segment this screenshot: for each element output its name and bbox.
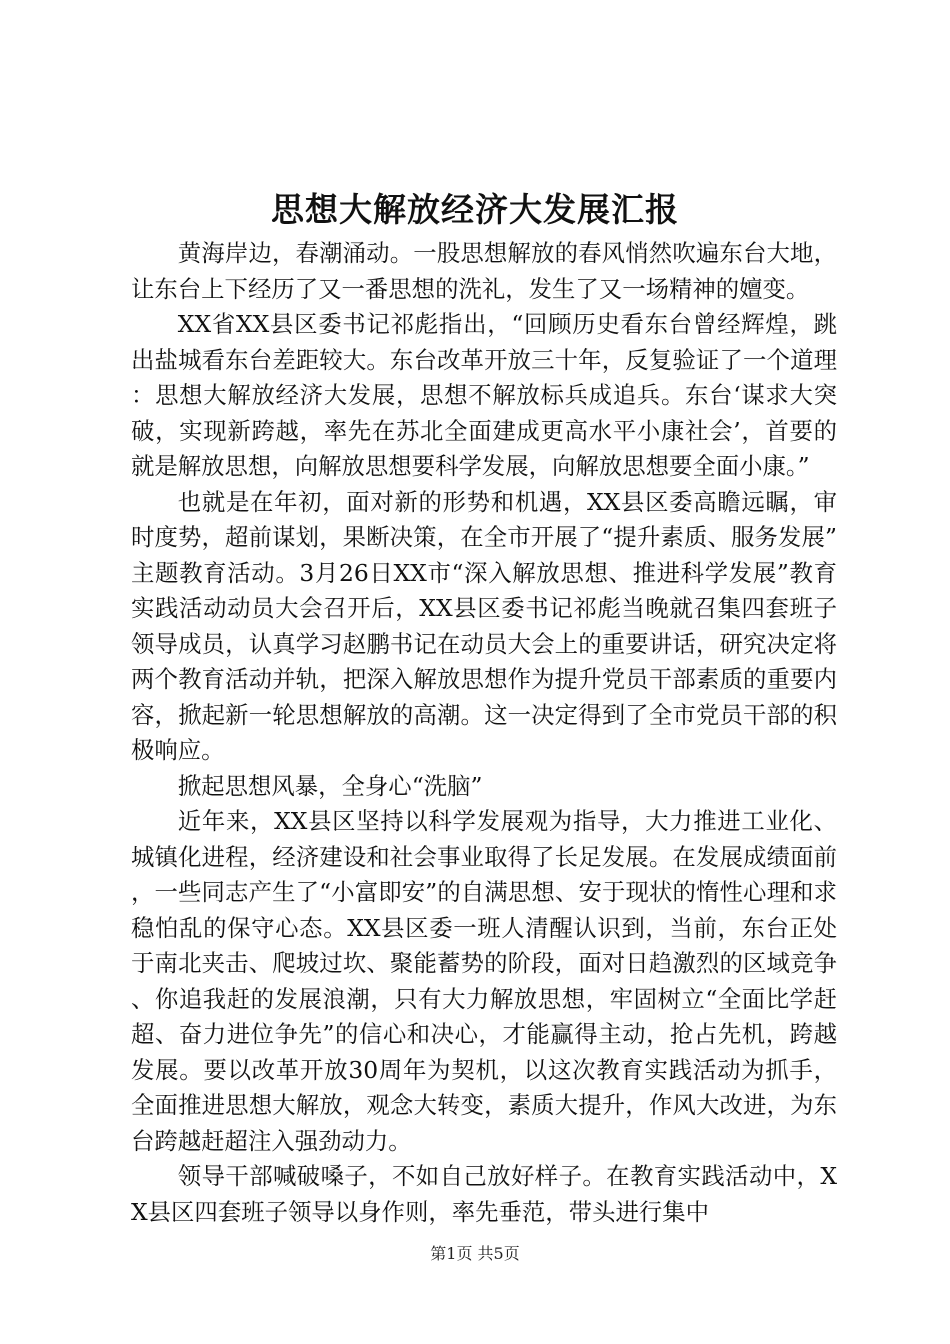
- paragraph: 黄海岸边，春潮涌动。一股思想解放的春风悄然吹遍东台大地，让东台上下经历了又一番思想的洗礼，发生了又一场精神的嬗变。: [131, 239, 837, 303]
- page-number-footer: 第1页 共5页: [430, 1244, 520, 1263]
- paragraph: 领导干部喊破嗓子，不如自己放好样子。在教育实践活动中，XX县区四套班子领导以身作则，率先垂范，带头进行集中: [131, 1162, 837, 1226]
- paragraph: XX省XX县区委书记祁彪指出，“回顾历史看东台曾经辉煌，跳出盐城看东台差距较大。东台改革开放三十年，反复验证了一个道理：思想大解放经济大发展，思想不解放标兵成追兵。东台‘谋求大突破，实现新跨越，率先在苏北全面建成更高水平小康社会’，首要的就是解放思想，向解放思想要科学发展，向解放思想要全面小康。”: [131, 310, 837, 480]
- document-title: 思想大解放经济大发展汇报: [271, 190, 679, 229]
- paragraph: 也就是在年初，面对新的形势和机遇，XX县区委高瞻远瞩，审时度势，超前谋划，果断决策，在全市开展了“提升素质、服务发展”主题教育活动。3月26日XX市“深入解放思想、推进科学发展”教育实践活动动员大会召开后，XX县区委书记祁彪当晚就召集四套班子领导成员，认真学习赵鹏书记在动员大会上的重要讲话，研究决定将两个教育活动并轨，把深入解放思想作为提升党员干部素质的重要内容，掀起新一轮思想解放的高潮。这一决定得到了全市党员干部的积极响应。: [131, 487, 837, 764]
- document-body: [131, 236, 837, 1230]
- section-heading: 掀起思想风暴，全身心“洗脑”: [177, 771, 483, 800]
- paragraph: 近年来，XX县区坚持以科学发展观为指导，大力推进工业化、城镇化进程，经济建设和社会事业取得了长足发展。在发展成绩面前，一些同志产生了“小富即安”的自满思想、安于现状的惰性心理和求稳怕乱的保守心态。XX县区委一班人清醒认识到，当前，东台正处于南北夹击、爬坡过坎、聚能蓄势的阶段，面对日趋激烈的区域竞争、你追我赶的发展浪潮，只有大力解放思想，牢固树立“全面比学赶超、奋力进位争先”的信心和决心，才能赢得主动，抢占先机，跨越发展。要以改革开放30周年为契机，以这次教育实践活动为抓手，全面推进思想大解放，观念大转变，素质大提升，作风大改进，为东台跨越赶超注入强劲动力。: [131, 807, 837, 1155]
